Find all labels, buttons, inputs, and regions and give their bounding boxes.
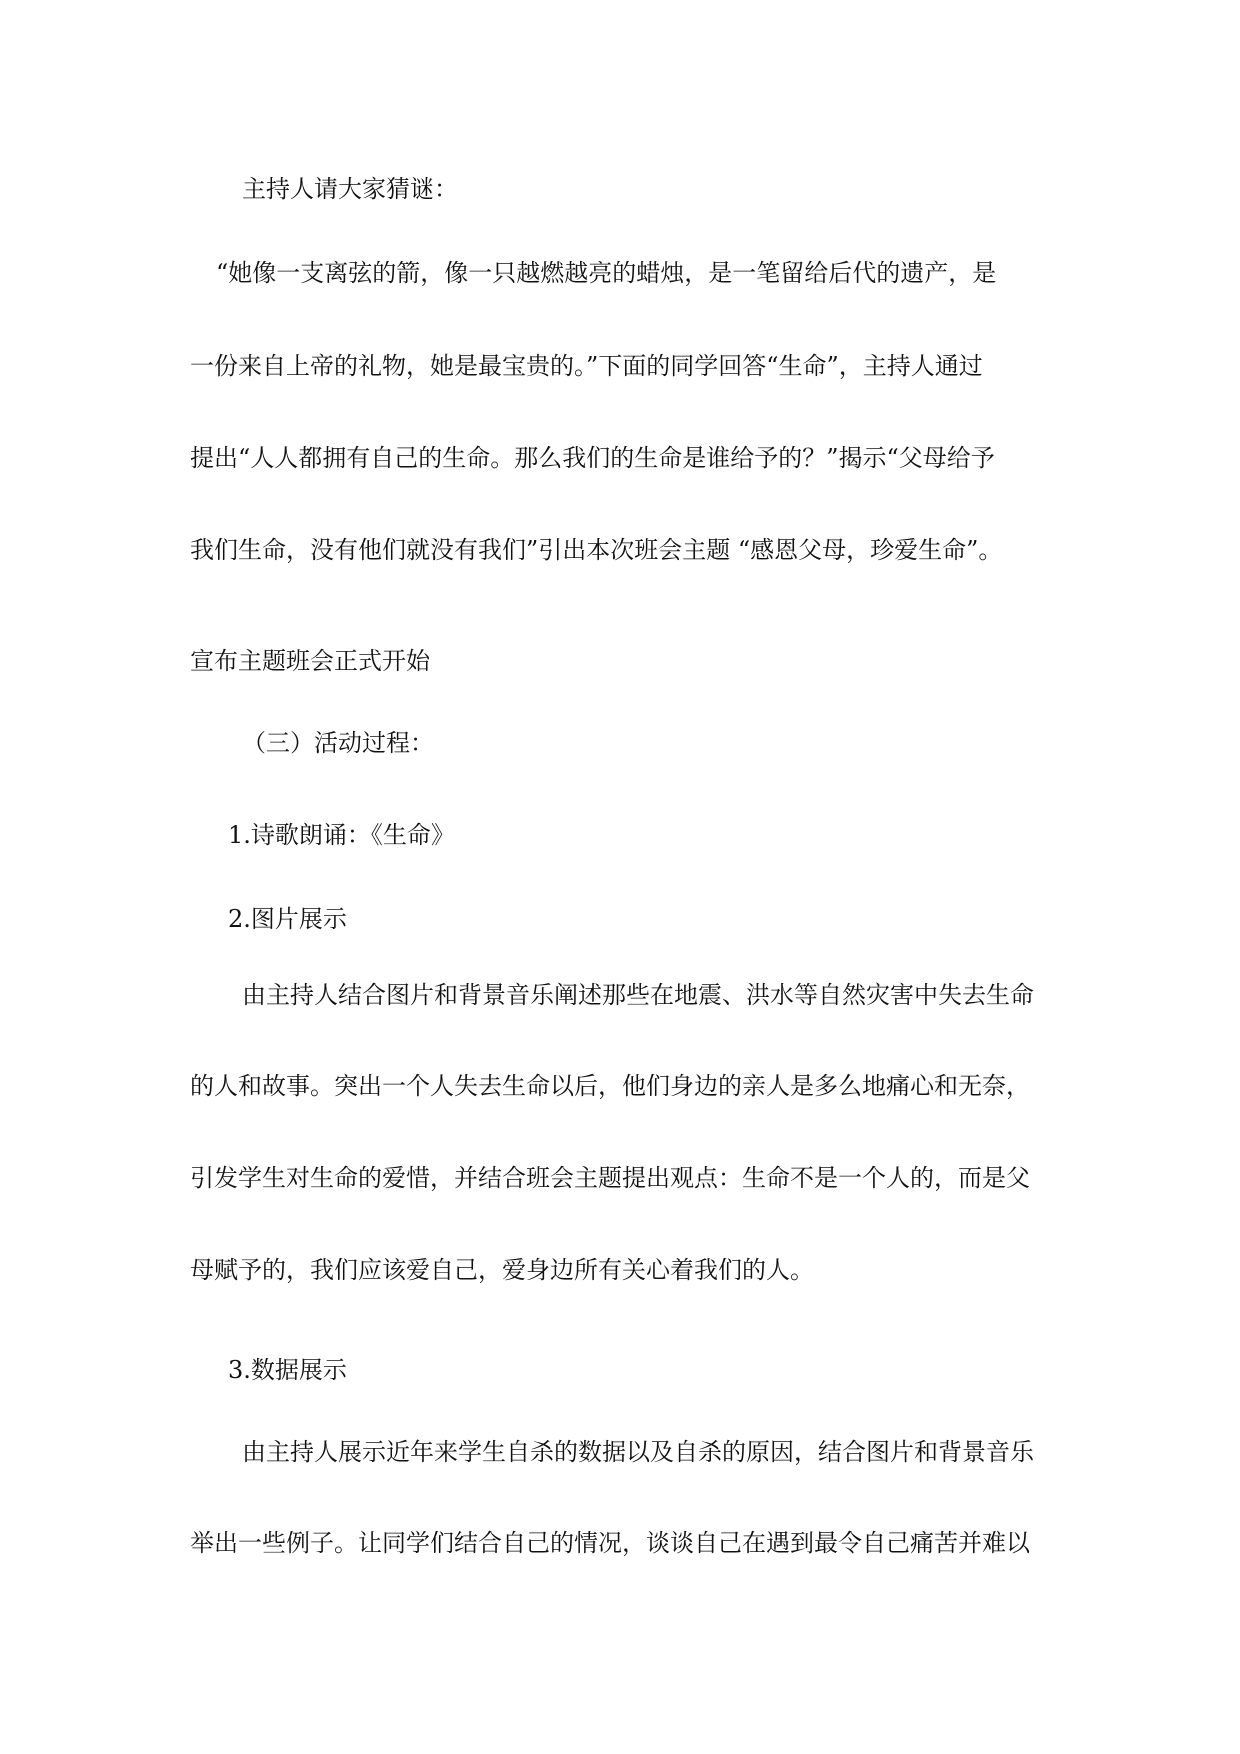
item-3-heading: 3.数据展示: [228, 1356, 347, 1384]
section-heading: （三）活动过程：: [242, 729, 434, 757]
item-2-paragraph-line-4: 母赋予的，我们应该爱自己，爱身边所有关心着我们的人。: [190, 1256, 814, 1284]
item-3-paragraph-line-2: 举出一些例子。让同学们结合自己的情况，谈谈自己在遇到最令自己痛苦并难以: [190, 1529, 1030, 1557]
item-3-paragraph-line-1: 由主持人展示近年来学生自杀的数据以及自杀的原因，结合图片和背景音乐: [242, 1438, 1034, 1466]
item-2-paragraph-line-3: 引发学生对生命的爱惜，并结合班会主题提出观点：生命不是一个人的，而是父: [190, 1164, 1030, 1192]
meeting-start-line: 宣布主题班会正式开始: [190, 647, 430, 675]
item-2-heading: 2.图片展示: [228, 905, 347, 933]
item-2-paragraph-line-1: 由主持人结合图片和背景音乐阐述那些在地震、洪水等自然灾害中失去生命: [242, 981, 1034, 1009]
intro-line: 主持人请大家猜谜：: [242, 175, 458, 203]
riddle-line-2: 一份来自上帝的礼物，她是最宝贵的。”下面的同学回答“生命”，主持人通过: [190, 352, 983, 380]
item-2-paragraph-line-2: 的人和故事。突出一个人失去生命以后，他们身边的亲人是多么地痛心和无奈，: [190, 1072, 1030, 1100]
riddle-line-1: “她像一支离弦的箭，像一只越燃越亮的蜡烛，是一笔留给后代的遗产，是: [216, 259, 997, 287]
riddle-line-4: 我们生命，没有他们就没有我们”引出本次班会主题 “感恩父母，珍爱生命”。: [190, 536, 1003, 564]
riddle-line-3: 提出“人人都拥有自己的生命。那么我们的生命是谁给予的？”揭示“父母给予: [190, 444, 995, 472]
item-1-heading: 1.诗歌朗诵：《生命》: [228, 821, 455, 849]
